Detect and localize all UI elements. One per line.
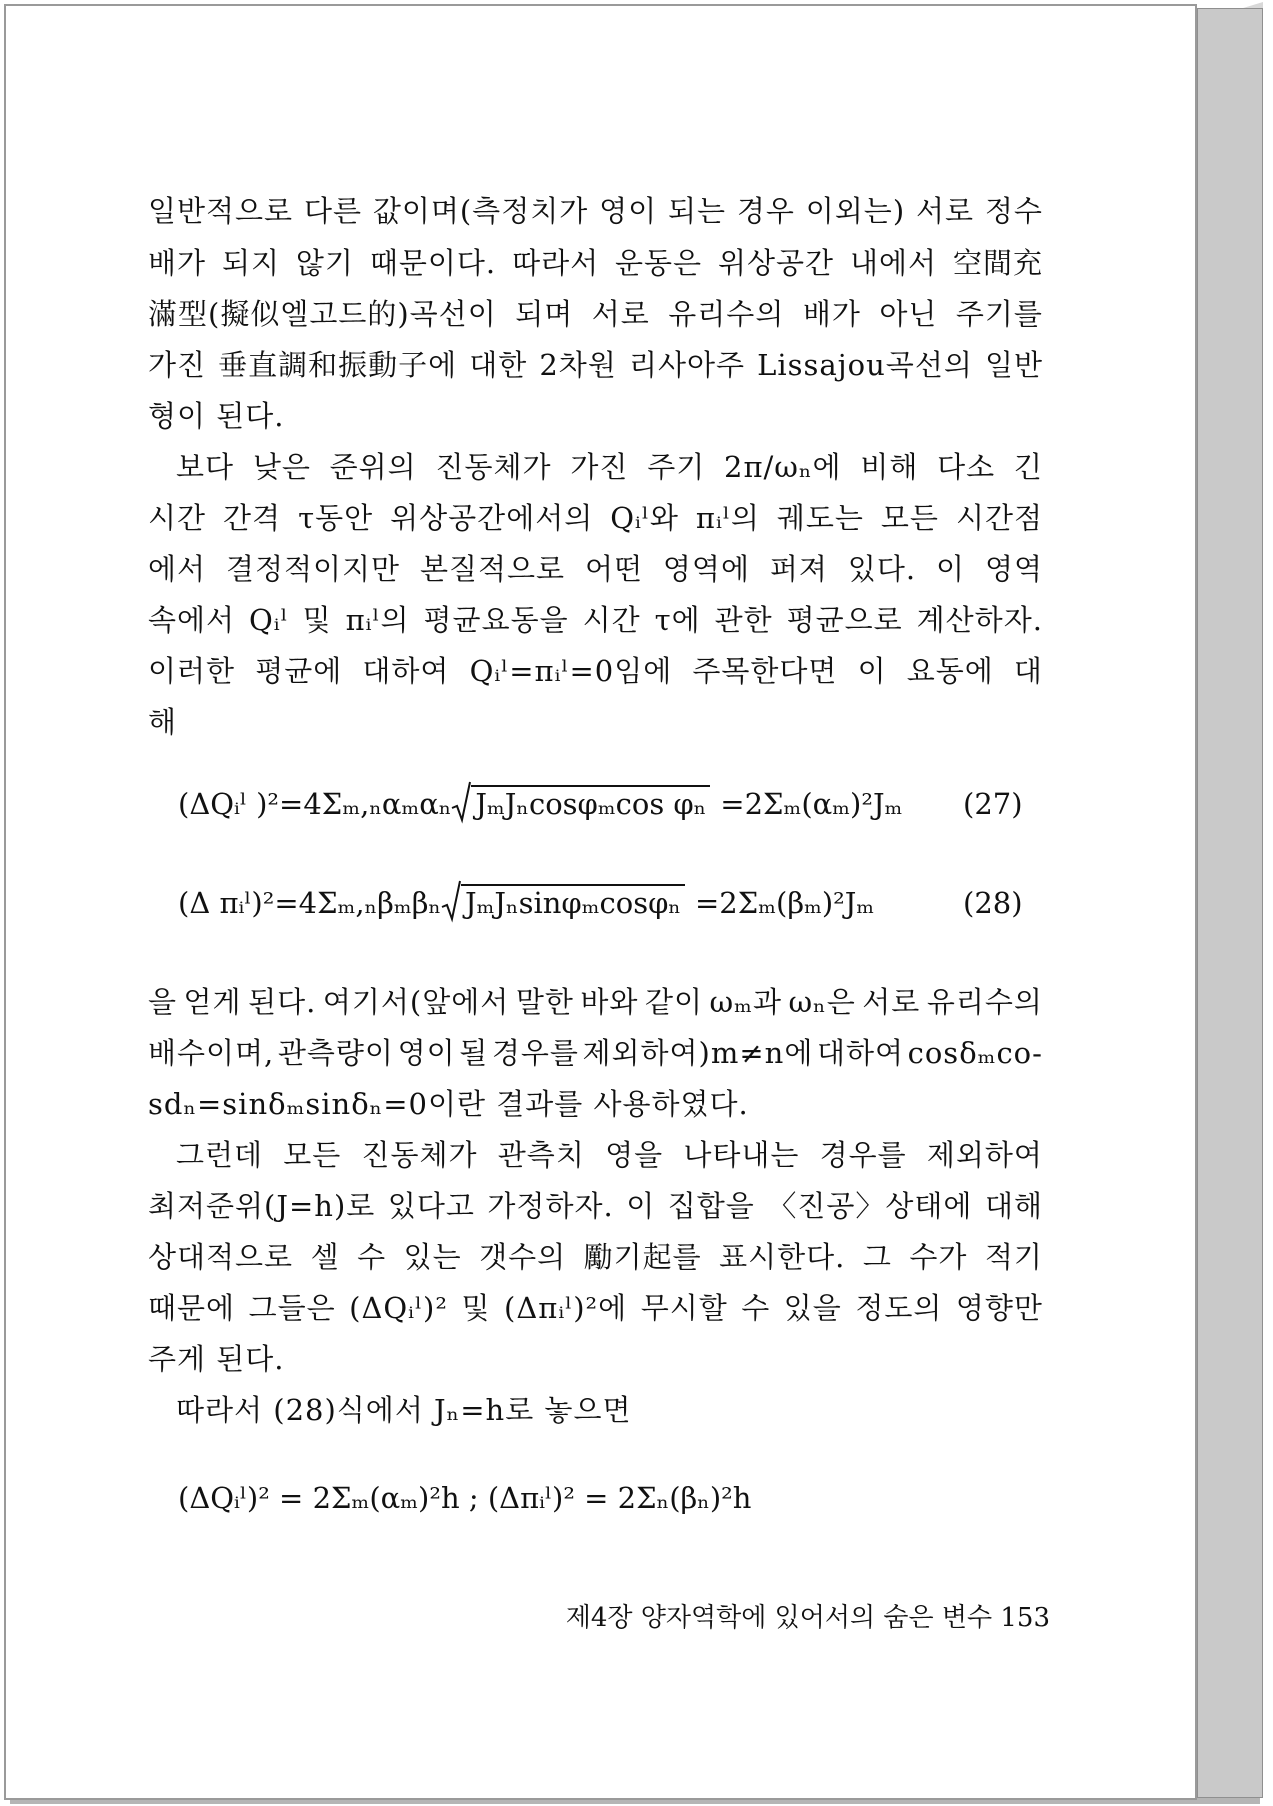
equation-27	[178, 784, 902, 824]
page-stack-edge	[1197, 8, 1263, 1798]
text-line: 최저준위(J=h)로 있다고 가정하자. 이 집합을 〈진공〉상태에 대해	[148, 1189, 1043, 1223]
text-line: 형이 된다.	[148, 399, 285, 433]
text-line: 을 얻게 된다. 여기서(앞에서 말한 바와 같이 ωₘ과 ωₙ은 서로 유리수의	[148, 985, 1043, 1019]
equation-rhs: =2Σₘ(βₘ)²Jₘ	[694, 886, 875, 920]
text-line: 보다 낮은 준위의 진동체가 가진 주기 2π/ωₙ에 비해 다소 긴	[176, 450, 1043, 484]
text-line: 이러한 평균에 대하여 Qᵢˡ=πᵢˡ=0임에 주목한다면 이 요동에 대	[148, 654, 1043, 688]
equation-rhs: =2Σₘ(αₘ)²Jₘ	[720, 787, 903, 821]
text-line: 속에서 Qᵢˡ 및 πᵢˡ의 평균요동을 시간 τ에 관한 평균으로 계산하자.	[148, 603, 1043, 637]
text-line: 가진 垂直調和振動子에 대한 2차원 리사아주 Lissajou곡선의 일반	[148, 348, 1043, 382]
running-footer: 제4장 양자역학에 있어서의 숨은 변수 153	[565, 1603, 1050, 1633]
final-equation: (ΔQᵢˡ)² = 2Σₘ(αₘ)²h ; (Δπᵢˡ)² = 2Σₙ(βₙ)²h	[178, 1481, 752, 1515]
text-line: sdₙ=sinδₘsinδₙ=0이란 결과를 사용하였다.	[148, 1087, 749, 1121]
text-line: 때문에 그들은 (ΔQᵢˡ)² 및 (Δπᵢˡ)²에 무시할 수 있을 정도의 영향만	[148, 1291, 1043, 1325]
text-line: 滿型(擬似엘고드的)곡선이 되며 서로 유리수의 배가 아닌 주기를	[148, 297, 1043, 331]
equation-lhs: (Δ πᵢˡ)²=4Σₘ,ₙβₘβₙ	[178, 886, 442, 920]
equation-number: (28)	[963, 886, 1023, 920]
text-line: 따라서 (28)식에서 Jₙ=h로 놓으면	[176, 1393, 632, 1427]
sqrt	[451, 784, 710, 824]
text-line: 배수이며, 관측량이 영이 될 경우를 제외하여)m≠n에 대하여 cosδₘco-	[148, 1036, 1043, 1070]
text-line: 일반적으로 다른 값이며(측정치가 영이 되는 경우 이외는) 서로 정수	[148, 194, 1043, 228]
text-line: 주게 된다.	[148, 1342, 285, 1376]
equation-28	[178, 883, 874, 923]
radicand: JₘJₙcosφₘcos φₙ	[471, 785, 710, 821]
sqrt	[441, 883, 685, 923]
text-line: 배가 되지 않기 때문이다. 따라서 운동은 위상공간 내에서 空間充	[148, 246, 1043, 280]
text-line: 에서 결정적이지만 본질적으로 어떤 영역에 퍼져 있다. 이 영역	[148, 552, 1043, 586]
radicand: JₘJₙsinφₘcosφₙ	[461, 884, 685, 920]
equation-lhs: (ΔQᵢˡ )²=4Σₘ,ₙαₘαₙ	[178, 787, 452, 821]
text-line: 시간 간격 τ동안 위상공간에서의 Qᵢˡ와 πᵢˡ의 궤도는 모든 시간점	[148, 501, 1043, 535]
equation-number: (27)	[963, 787, 1023, 821]
text-line: 해	[148, 705, 178, 739]
text-line: 상대적으로 셀 수 있는 갯수의 勵기起를 표시한다. 그 수가 적기	[148, 1240, 1043, 1274]
text-line: 그런데 모든 진동체가 관측치 영을 나타내는 경우를 제외하여	[176, 1138, 1043, 1172]
